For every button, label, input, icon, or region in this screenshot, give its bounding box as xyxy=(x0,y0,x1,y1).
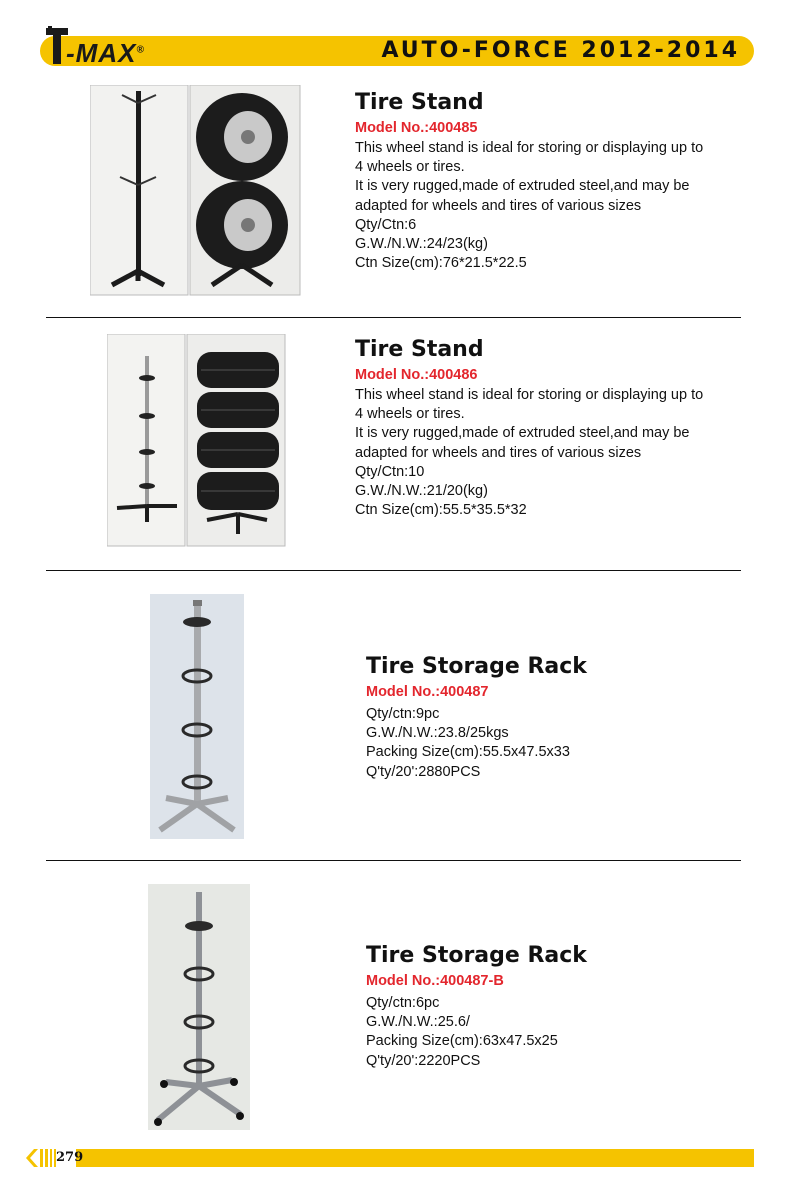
desc-line: G.W./N.W.:24/23(kg) xyxy=(355,236,488,253)
desc-line: Qty/ctn:9pc xyxy=(366,706,440,722)
desc-line: It is very rugged,made of extruded steel,and may be xyxy=(355,178,690,195)
desc-line: adapted for wheels and tires of various sizes xyxy=(355,444,642,461)
product-title: Tire Storage Rack xyxy=(366,654,587,679)
desc-line: G.W./N.W.:25.6/ xyxy=(366,1014,470,1031)
product-photo-400486 xyxy=(107,334,287,548)
product-photo-400485 xyxy=(90,85,302,297)
section-divider xyxy=(46,860,741,861)
product-title: Tire Stand xyxy=(355,337,484,362)
desc-line: It is very rugged,made of extruded steel,and may be xyxy=(355,425,690,442)
product-description xyxy=(366,705,570,782)
desc-line: 4 wheels or tires. xyxy=(355,159,465,176)
desc-line: G.W./N.W.:21/20(kg) xyxy=(355,483,488,500)
product-description xyxy=(366,994,558,1071)
product-description xyxy=(355,139,703,273)
header-banner: AUTO-FORCE 2012-2014 xyxy=(381,38,740,63)
section-divider xyxy=(46,570,741,571)
product-title: Tire Storage Rack xyxy=(366,943,587,968)
desc-line: Packing Size(cm):63x47.5x25 xyxy=(366,1033,558,1050)
model-number: Model No.:400486 xyxy=(355,367,478,383)
desc-line: Ctn Size(cm):55.5*35.5*32 xyxy=(355,502,527,519)
model-number: Model No.:400485 xyxy=(355,120,478,136)
desc-line: Qty/ctn:6pc xyxy=(366,995,440,1011)
desc-line: adapted for wheels and tires of various sizes xyxy=(355,197,642,214)
desc-line: Qty/Ctn:6 xyxy=(355,216,417,233)
desc-line: This wheel stand is ideal for storing or displaying up to xyxy=(355,387,704,403)
desc-line: Q'ty/20':2220PCS xyxy=(366,1052,481,1069)
desc-line: Q'ty/20':2880PCS xyxy=(366,763,481,780)
model-number: Model No.:400487-B xyxy=(366,973,504,989)
footer-band xyxy=(76,1149,754,1167)
product-title: Tire Stand xyxy=(355,90,484,115)
tmax-logo-icon xyxy=(46,26,68,66)
desc-line: 4 wheels or tires. xyxy=(355,406,465,423)
section-divider xyxy=(46,317,741,318)
product-photo-400487 xyxy=(150,594,244,839)
product-description xyxy=(355,386,703,520)
product-photo-400487-b xyxy=(148,884,250,1130)
desc-line: Ctn Size(cm):76*21.5*22.5 xyxy=(355,255,527,272)
desc-line: This wheel stand is ideal for storing or displaying up to xyxy=(355,140,704,156)
desc-line: Packing Size(cm):55.5x47.5x33 xyxy=(366,744,570,761)
desc-line: Qty/Ctn:10 xyxy=(355,463,425,480)
model-number: Model No.:400487 xyxy=(366,684,489,700)
logo-text: -MAX® xyxy=(66,38,145,68)
page-number: 279 xyxy=(56,1150,84,1165)
desc-line: G.W./N.W.:23.8/25kgs xyxy=(366,725,509,742)
